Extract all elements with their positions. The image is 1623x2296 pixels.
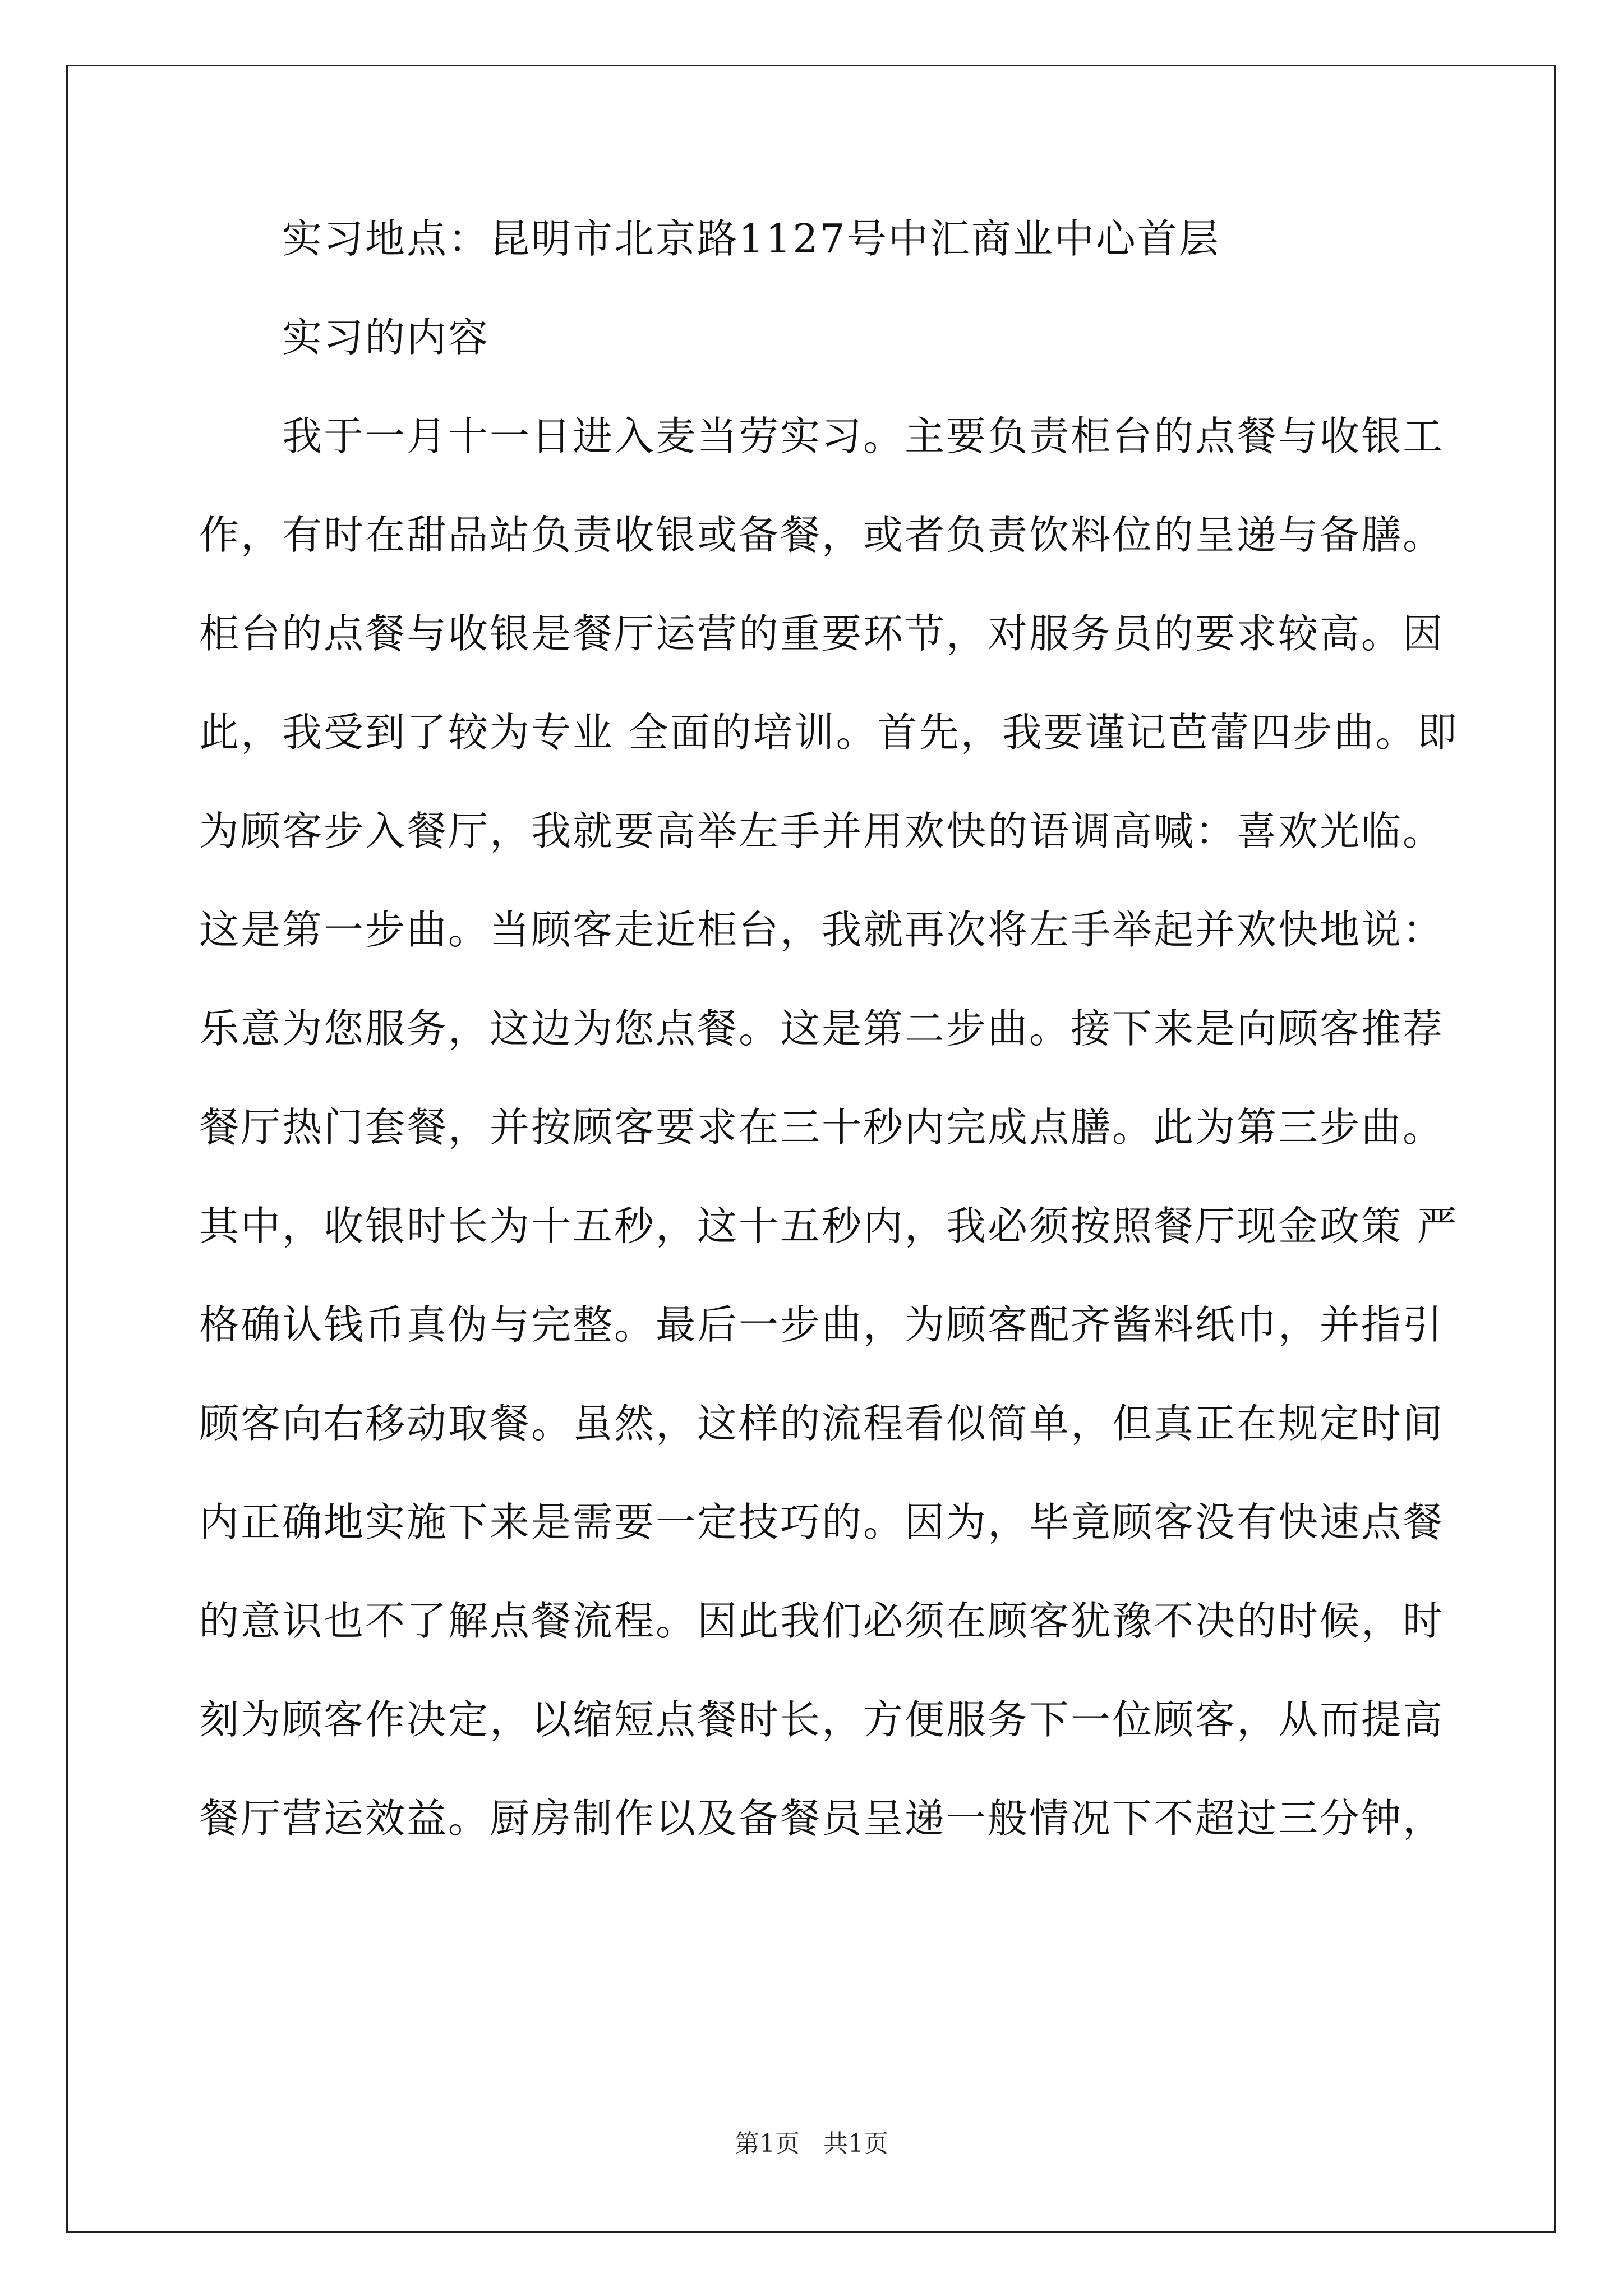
location-line: 实习地点：昆明市北京路1127号中汇商业中心首层 xyxy=(282,215,1220,262)
paragraph-line: 为顾客步入餐厅，我就要高举左手并用欢快的语调高喊：喜欢光临。 xyxy=(199,808,1445,854)
paragraph-line: 的意识也不了解点餐流程。因此我们必须在顾客犹豫不决的时候，时 xyxy=(199,1598,1445,1644)
paragraph-line: 我于一月十一日进入麦当劳实习。主要负责柜台的点餐与收银工 xyxy=(282,413,1445,459)
page-footer xyxy=(0,2129,1623,2158)
paragraph-line: 乐意为您服务，这边为您点餐。这是第二步曲。接下来是向顾客推荐 xyxy=(199,1005,1445,1052)
paragraph-line: 内正确地实施下来是需要一定技巧的。因为，毕竟顾客没有快速点餐 xyxy=(199,1499,1445,1545)
section-heading: 实习的内容 xyxy=(282,314,490,361)
paragraph-line: 其中，收银时长为十五秒，这十五秒内，我必须按照餐厅现金政策 严 xyxy=(199,1203,1459,1249)
paragraph-line: 这是第一步曲。当顾客走近柜台，我就再次将左手举起并欢快地说： xyxy=(199,907,1445,953)
paragraph-line: 此，我受到了较为专业 全面的培训。首先，我要谨记芭蕾四步曲。即 xyxy=(199,709,1459,756)
paragraph-line: 格确认钱币真伪与完整。最后一步曲，为顾客配齐酱料纸巾，并指引 xyxy=(199,1301,1445,1348)
paragraph-line: 柜台的点餐与收银是餐厅运营的重要环节，对服务员的要求较高。因 xyxy=(199,610,1445,657)
paragraph-line: 餐厅营运效益。厨房制作以及备餐员呈递一般情况下不超过三分钟， xyxy=(199,1795,1445,1842)
paragraph-line: 刻为顾客作决定，以缩短点餐时长，方便服务下一位顾客，从而提高 xyxy=(199,1696,1445,1743)
paragraph-line: 作，有时在甜品站负责收银或备餐，或者负责饮料位的呈递与备膳。 xyxy=(199,512,1445,558)
document-body xyxy=(199,215,1459,1897)
page-indicator: 第1页 共1页 xyxy=(735,2129,888,2158)
paragraph-line: 餐厅热门套餐，并按顾客要求在三十秒内完成点膳。此为第三步曲。 xyxy=(199,1104,1445,1151)
paragraph-line: 顾客向右移动取餐。虽然，这样的流程看似简单，但真正在规定时间 xyxy=(199,1400,1445,1447)
